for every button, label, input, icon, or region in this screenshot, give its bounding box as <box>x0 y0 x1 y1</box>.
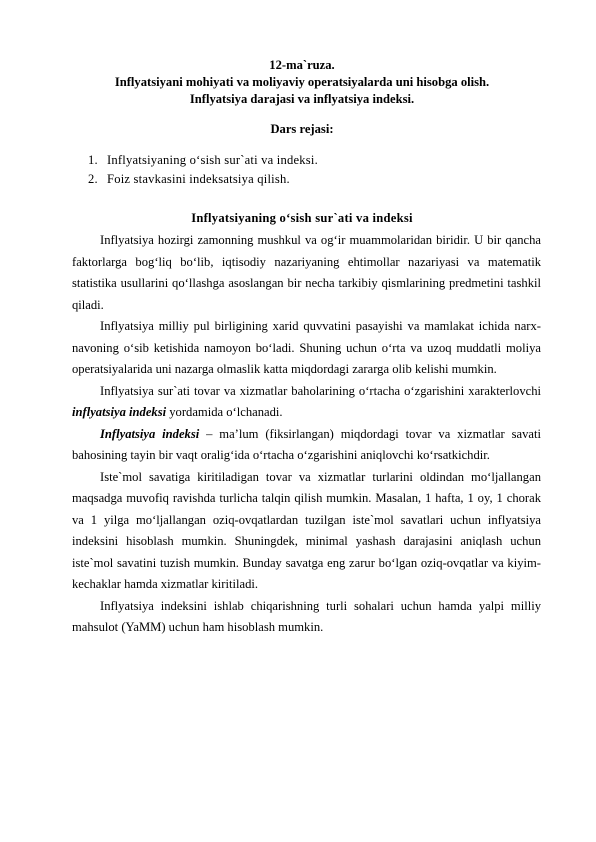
paragraph: Inflyatsiya milliy pul birligining xarid quvvatini pasayishi va mamlakat ichida narx-navoning o‘sib ketishida namoyon bo‘ladi. Shuning uchun o‘rta va uzoq muddatli moliya operatsiyalarida uni nazarga olmaslik katta miqdordagi zararga olib kelishi mumkin. <box>72 319 541 376</box>
paragraph: Inflyatsiya indeksini ishlab chiqarishning turli sohalari uchun hamda yalpi milliy mahsulot (YaMM) uchun ham hisoblash mumkin. <box>72 598 541 634</box>
paragraph: Inflyatsiya hozirgi zamonning mushkul va og‘ir muammolaridan biridir. U bir qancha faktorlarga bog‘liq bo‘lib, iqtisodiy nazariyaning ehtimollar nazariyasi va matematik statistika usullarini qo‘llashga asoslangan bir necha tarkibiy qismlarining predmetini tashkil qiladi. <box>72 233 541 312</box>
paragraph <box>72 424 541 467</box>
plan-item-number: 2. <box>88 172 98 186</box>
paragraph-text: yordamida o‘lchanadi. <box>166 405 283 419</box>
plan-item-text: Foiz stavkasini indeksatsiya qilish. <box>107 172 290 186</box>
lecture-title-line2: Inflyatsiya darajasi va inflyatsiya indeksi. <box>189 92 415 106</box>
paragraph-text: – ma’lum (fiksirlangan) miqdordagi tovar va xizmatlar savati bahosining tayin bir vaqt oralig‘ida o‘rtacha o‘zgarishini aniqlovchi ko‘rsatkichdir. <box>72 426 541 462</box>
plan-item-number: 1. <box>88 153 98 167</box>
term-inflation-index-definition: Inflyatsiya indeksi <box>100 426 200 441</box>
lecture-title-line1: Inflyatsiyani mohiyati va moliyaviy operatsiyalarda uni hisobga olish. <box>114 75 490 89</box>
body-text <box>72 230 541 639</box>
paragraph-text: Inflyatsiya sur`ati tovar va xizmatlar baholarining o‘rtacha o‘zgarishini xarakterlovchi <box>100 383 541 398</box>
plan-item-text: Inflyatsiyaning o‘sish sur`ati va indeksi. <box>107 153 318 167</box>
term-inflation-index: inflyatsiya indeksi <box>72 405 167 419</box>
lecture-header <box>60 57 544 108</box>
paragraph <box>72 381 541 424</box>
plan-title: Dars rejasi: <box>270 122 334 136</box>
plan-list <box>88 151 528 189</box>
lecture-number: 12-ma`ruza. <box>269 58 335 72</box>
paragraph: Iste`mol savatiga kiritiladigan tovar va xizmatlar turlarini oldindan mo‘ljallangan maqsadga muvofiq ravishda turlicha talqin qilish mumkin. Masalan, 1 hafta, 1 oy, 1 chorak va 1 yilga mo‘ljallangan oziq-ovqatlardan tuzilgan iste`mol savatlari uchun inflyatsiya indeksini hisoblash mumkin. Shuningdek, minimal yashash darajasini aniqlash uchun iste`mol savatini tuzish mumkin. Bunday savatga eng zarur bo‘lgan oziq-ovqatlar va kiyim-kechaklar hamda xizmatlar kiritiladi. <box>72 469 541 591</box>
section-title: Inflyatsiyaning o‘sish sur`ati va indeksi <box>191 211 413 225</box>
plan-item <box>88 170 528 189</box>
plan-item <box>88 151 528 170</box>
